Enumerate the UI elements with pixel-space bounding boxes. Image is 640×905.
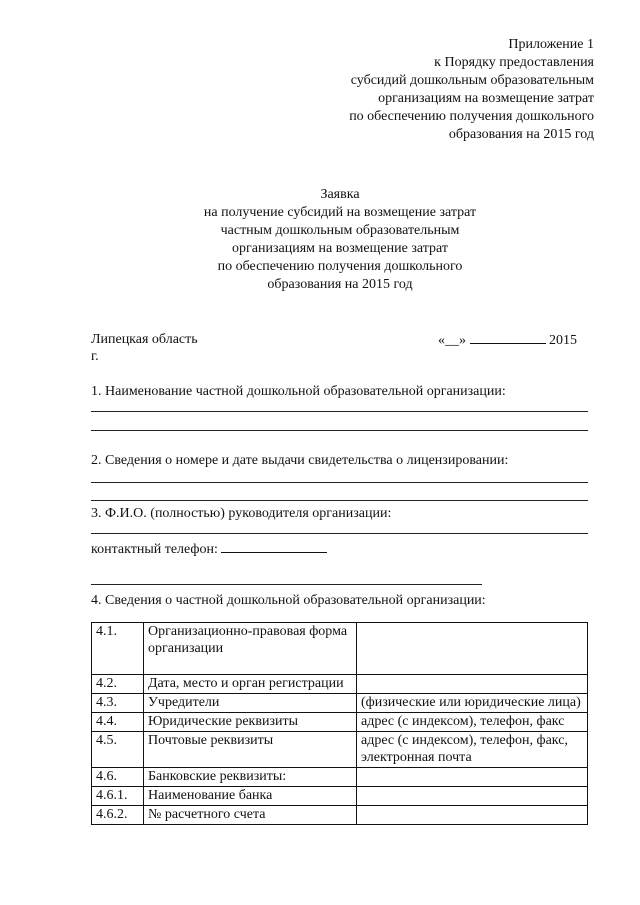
table-row [92, 768, 588, 787]
document-title [90, 186, 590, 294]
row-number: 4.4. [92, 713, 144, 732]
date-field [438, 331, 577, 349]
row-number: 4.6. [92, 768, 144, 787]
table-row [92, 713, 588, 732]
row-label: Юридические реквизиты [144, 713, 357, 732]
date-day: «__» [438, 333, 466, 348]
row-value [357, 768, 588, 787]
title-line: образования на 2015 год [267, 277, 413, 292]
title-line: по обеспечению получения дошкольного [217, 259, 463, 274]
title-line: организациям на возмещение затрат [232, 241, 448, 256]
appendix-line: Приложение 1 [508, 37, 594, 52]
row-value: адрес (с индексом), телефон, факс [357, 713, 588, 732]
row-number: 4.2. [92, 675, 144, 694]
row-number: 4.3. [92, 694, 144, 713]
row-label: Наименование банка [144, 787, 357, 806]
appendix-line: организациям на возмещение затрат [378, 91, 594, 106]
section-3-line [91, 533, 588, 534]
row-value: (физические или юридические лица) [357, 694, 588, 713]
section-2-line [91, 482, 588, 483]
table-row [92, 623, 588, 675]
table-row [92, 675, 588, 694]
row-label: Организационно-правовая форма организации [144, 623, 357, 675]
row-number: 4.6.1. [92, 787, 144, 806]
row-value [357, 623, 588, 675]
table-row [92, 694, 588, 713]
row-number: 4.5. [92, 732, 144, 768]
title-line: на получение субсидий на возмещение затрат [203, 205, 477, 220]
row-label: Учредители [144, 694, 357, 713]
title-line: частным дошкольным образовательным [220, 223, 460, 238]
row-value [357, 675, 588, 694]
section-2-label: 2. Сведения о номере и дате выдачи свидетельства о лицензировании: [91, 453, 509, 468]
row-value [357, 787, 588, 806]
contact-phone-blank [221, 540, 327, 553]
date-year: 2015 [549, 333, 577, 348]
section-1-line [91, 430, 588, 431]
table-row [92, 787, 588, 806]
row-label: Дата, место и орган регистрации [144, 675, 357, 694]
row-number: 4.6.2. [92, 806, 144, 825]
organization-info-table [91, 622, 588, 825]
date-month-blank [470, 331, 546, 344]
contact-phone-label: контактный телефон: [91, 542, 218, 557]
appendix-line: по обеспечению получения дошкольного [349, 109, 594, 124]
region-text: Липецкая область [91, 332, 198, 347]
appendix-line: образования на 2015 год [448, 127, 594, 142]
row-value: адрес (с индексом), телефон, факс, электронная почта [357, 732, 588, 768]
row-value [357, 806, 588, 825]
section-2-line [91, 500, 588, 501]
row-label: № расчетного счета [144, 806, 357, 825]
section-3-label: 3. Ф.И.О. (полностью) руководителя организации: [91, 506, 392, 521]
section-4-label: 4. Сведения о частной дошкольной образовательной организации: [91, 593, 486, 608]
appendix-line: к Порядку предоставления [434, 55, 594, 70]
contact-phone [91, 540, 327, 558]
section-1-label: 1. Наименование частной дошкольной образовательной организации: [91, 384, 506, 399]
table-row [92, 806, 588, 825]
section-1-line [91, 411, 588, 412]
row-label: Почтовые реквизиты [144, 732, 357, 768]
appendix-header [349, 36, 594, 144]
appendix-line: субсидий дошкольным образовательным [350, 73, 594, 88]
separator-line [91, 584, 482, 585]
row-label: Банковские реквизиты: [144, 768, 357, 787]
city-text: г. [91, 349, 99, 364]
row-number: 4.1. [92, 623, 144, 675]
title-line: Заявка [320, 187, 360, 202]
table-row [92, 732, 588, 768]
